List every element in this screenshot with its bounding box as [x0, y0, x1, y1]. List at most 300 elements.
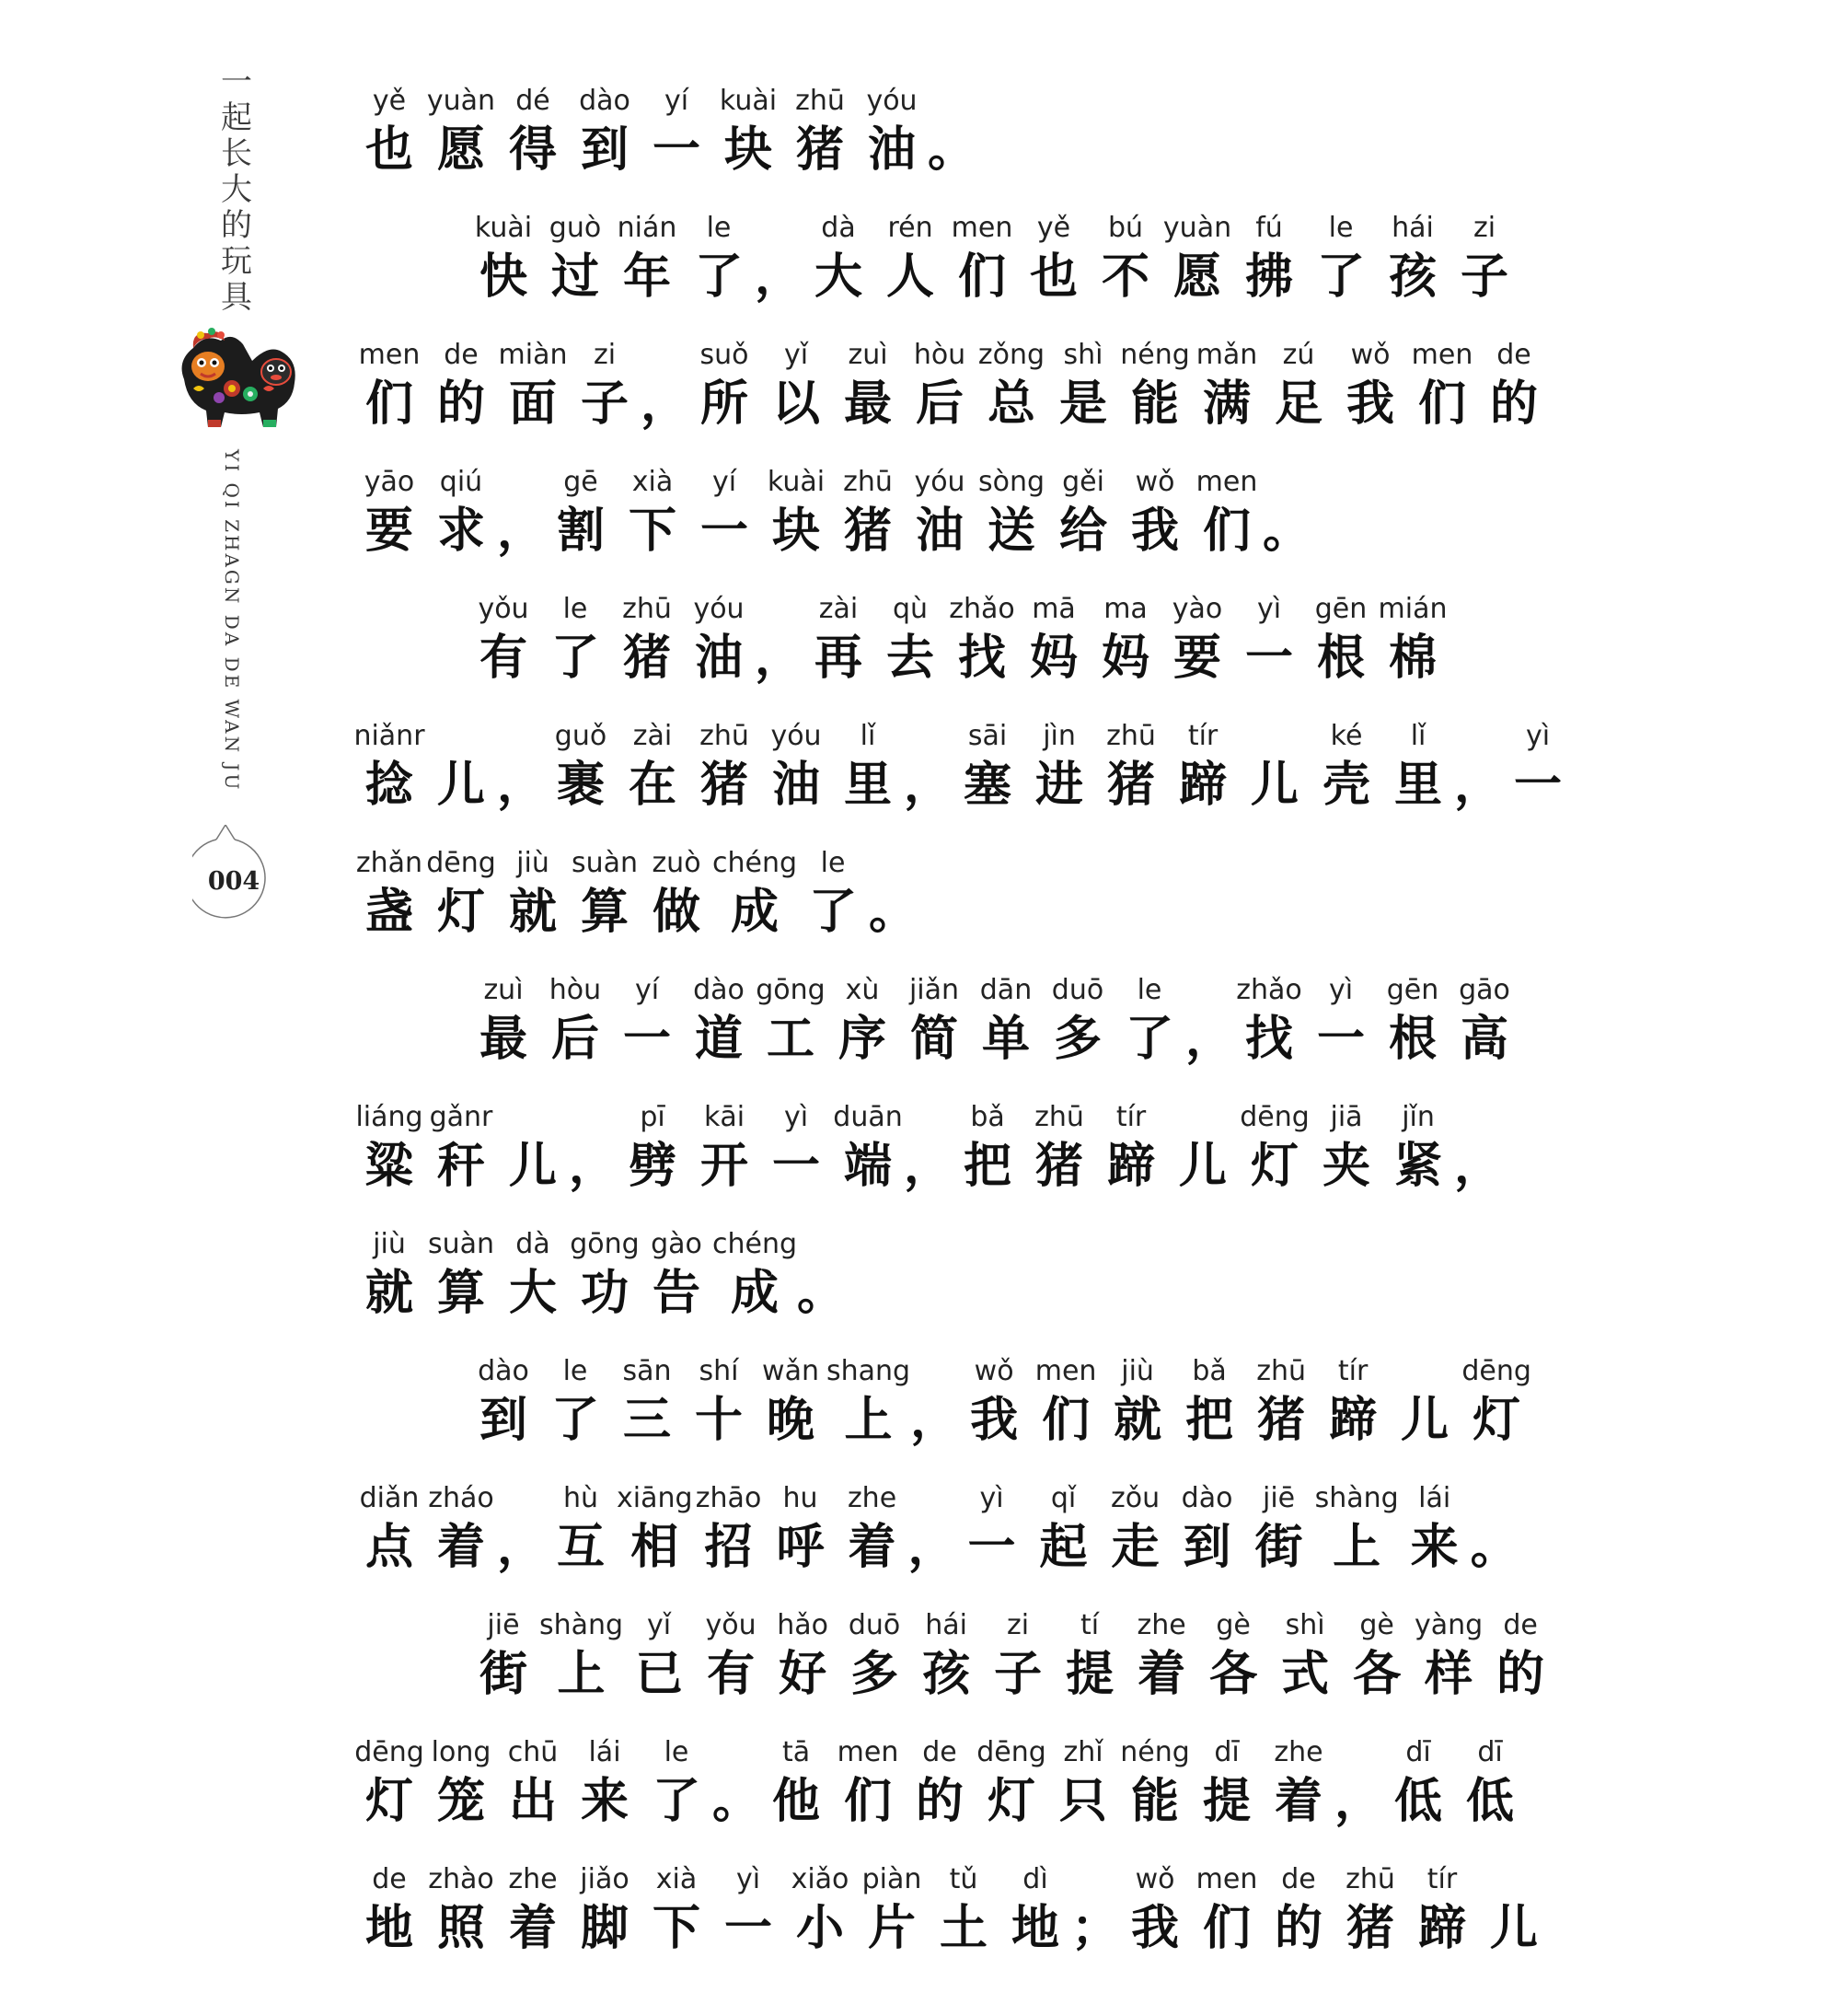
pinyin: le: [820, 847, 846, 879]
text-line: [353, 182, 1509, 309]
pinyin: yě: [372, 85, 407, 117]
hanzi: 土: [939, 1901, 988, 1956]
ruby-character: [1233, 212, 1305, 309]
hanzi: ，: [497, 758, 546, 813]
pinyin: néng: [1120, 339, 1190, 371]
ruby-character: [832, 1736, 904, 1834]
hanzi: 好: [779, 1647, 827, 1702]
ruby-character: [946, 212, 1018, 309]
ruby-character: [832, 720, 904, 817]
pinyin: yóu: [693, 593, 745, 625]
pinyin: zuì: [848, 339, 888, 371]
hanzi: 人: [886, 249, 935, 305]
ruby-character: [826, 974, 898, 1072]
pinyin: wǒ: [1135, 466, 1175, 498]
hanzi: 灯: [1473, 1393, 1521, 1448]
ruby-character: [353, 847, 425, 944]
ruby-character: [688, 1101, 760, 1199]
pinyin: shí: [699, 1355, 739, 1387]
pinyin: shàng: [539, 1609, 624, 1641]
ruby-character: [569, 85, 641, 182]
hanzi: 找: [1245, 1012, 1294, 1067]
hanzi: 式: [1281, 1647, 1330, 1702]
hanzi: 着: [508, 1901, 557, 1956]
ruby-character: [468, 593, 539, 690]
ruby-character: [856, 1863, 928, 1961]
ruby-character: [353, 1482, 425, 1580]
hanzi: 灯: [436, 885, 485, 940]
text-line: [353, 1580, 1545, 1707]
ruby-character: [1119, 1736, 1191, 1834]
ruby-character: [617, 1101, 688, 1199]
text-line: [353, 1072, 1503, 1199]
pinyin: jiǎn: [908, 974, 960, 1006]
pinyin: zǒu: [1111, 1482, 1161, 1514]
hanzi: 端: [844, 1139, 893, 1194]
hanzi: 塞: [964, 758, 1012, 813]
ruby-character: [1341, 1609, 1413, 1707]
hanzi: 样: [1425, 1647, 1473, 1702]
hanzi: 的: [1275, 1901, 1323, 1956]
punctuation: [641, 339, 688, 436]
pinyin: dēng: [426, 847, 496, 879]
punctuation: [869, 847, 917, 944]
hanzi: 们: [1418, 376, 1467, 432]
vertical-title-char: 具: [221, 279, 252, 316]
ruby-character: [1449, 212, 1520, 309]
hanzi: ，: [755, 631, 803, 686]
hanzi: 地: [1011, 1901, 1059, 1956]
ruby-character: [539, 1355, 611, 1453]
hanzi: 能: [1131, 376, 1180, 432]
pinyin: gēn: [1386, 974, 1439, 1006]
pinyin: hu: [782, 1482, 818, 1514]
pinyin: zhū: [795, 85, 845, 117]
pinyin: gǎnr: [429, 1101, 493, 1133]
ruby-character: [1233, 593, 1305, 690]
ruby-character: [784, 85, 856, 182]
ruby-character: [425, 1863, 497, 1961]
hanzi: 壳: [1322, 758, 1371, 813]
ruby-character: [1023, 1101, 1095, 1199]
ruby-character: [1413, 1609, 1484, 1707]
ruby-character: [1233, 974, 1305, 1072]
hanzi: 下: [629, 504, 677, 559]
hanzi: 去: [886, 631, 935, 686]
hanzi: 街: [1254, 1520, 1303, 1575]
vertical-title-char: 玩: [221, 243, 252, 280]
punctuation: [712, 1736, 760, 1834]
hanzi: 低: [1394, 1774, 1443, 1829]
ruby-character: [641, 1863, 712, 1961]
pinyin: ké: [1330, 720, 1363, 752]
pinyin: gēn: [1314, 593, 1368, 625]
ruby-character: [765, 1482, 837, 1580]
hanzi: 满: [1203, 376, 1252, 432]
ruby-character: [976, 339, 1047, 436]
hanzi: 到: [1183, 1520, 1231, 1575]
pinyin: guò: [549, 212, 602, 244]
hanzi: 最: [479, 1012, 527, 1067]
ruby-character: [904, 466, 976, 563]
pinyin: yì: [979, 1482, 1004, 1514]
ruby-character: [425, 85, 497, 182]
pinyin: jiǎo: [580, 1863, 629, 1895]
ruby-character: [1030, 1355, 1102, 1453]
text-line: [353, 436, 1495, 563]
pinyin: zhǐ: [1063, 1736, 1103, 1768]
pinyin: zi: [593, 339, 617, 371]
ruby-character: [1191, 466, 1263, 563]
ruby-character: [712, 1228, 797, 1326]
hanzi: 里: [844, 758, 893, 813]
hanzi: 捻: [364, 758, 413, 813]
hanzi: 上: [1333, 1520, 1381, 1575]
ruby-character: [797, 847, 869, 944]
pinyin: zài: [632, 720, 673, 752]
ruby-character: [468, 974, 539, 1072]
pinyin: qiú: [439, 466, 483, 498]
ruby-character: [999, 1863, 1071, 1961]
pinyin: yí: [634, 974, 660, 1006]
hanzi: 三: [622, 1393, 671, 1448]
ruby-character: [688, 466, 760, 563]
ruby-character: [425, 1482, 497, 1580]
hanzi: 以: [772, 376, 821, 432]
ruby-character: [468, 1609, 539, 1707]
ruby-character: [539, 212, 611, 309]
hanzi: ，: [755, 249, 803, 305]
pinyin: dà: [821, 212, 856, 244]
ruby-character: [539, 1609, 623, 1707]
ruby-character: [1090, 212, 1161, 309]
pinyin: yě: [1036, 212, 1071, 244]
ruby-character: [569, 1863, 641, 1961]
pinyin: liáng: [355, 1101, 423, 1133]
hanzi: 不: [1102, 249, 1150, 305]
pinyin: jìn: [1043, 720, 1076, 752]
pinyin: le: [1137, 974, 1162, 1006]
pinyin: de: [1496, 339, 1531, 371]
hanzi: ，: [1454, 758, 1503, 813]
ruby-character: [1191, 1736, 1263, 1834]
text-line: [353, 563, 1495, 690]
pinyin: yì: [1328, 974, 1354, 1006]
hanzi: 割: [557, 504, 606, 559]
hanzi: 一: [1317, 1012, 1366, 1067]
hanzi: ；: [1071, 1901, 1120, 1956]
vertical-title-char: 的: [221, 207, 252, 244]
pinyin: gěi: [1062, 466, 1104, 498]
hanzi: ，: [497, 1520, 546, 1575]
hanzi: 着: [1275, 1774, 1323, 1829]
hanzi: 们: [1203, 504, 1252, 559]
ruby-character: [904, 1736, 976, 1834]
hanzi: 送: [988, 504, 1036, 559]
pinyin: yǐ: [783, 339, 809, 371]
ruby-character: [1119, 1863, 1191, 1961]
pinyin: le: [562, 593, 588, 625]
pinyin: de: [1503, 1609, 1538, 1641]
ruby-character: [976, 466, 1047, 563]
ruby-character: [569, 1736, 641, 1834]
pinyin: dēng: [1240, 1101, 1310, 1133]
hanzi: 来: [580, 1774, 629, 1829]
hanzi: 上: [844, 1393, 893, 1448]
hanzi: 猪: [844, 504, 893, 559]
pinyin: dēng: [1461, 1355, 1531, 1387]
ruby-character: [468, 1355, 539, 1453]
hanzi: 一: [622, 1012, 671, 1067]
hanzi: 就: [508, 885, 557, 940]
pinyin: tǔ: [949, 1863, 978, 1895]
pinyin: hòu: [549, 974, 602, 1006]
pinyin: dī: [1405, 1736, 1431, 1768]
ruby-character: [1047, 339, 1119, 436]
hanzi: 互: [557, 1520, 606, 1575]
hanzi: ，: [641, 376, 689, 432]
ruby-character: [1197, 1609, 1269, 1707]
hanzi: 儿: [1490, 1901, 1539, 1956]
ruby-character: [1100, 1482, 1172, 1580]
pinyin: le: [706, 212, 732, 244]
hanzi: 劈: [629, 1139, 677, 1194]
punctuation: [1334, 1736, 1382, 1834]
pinyin: men: [1034, 1355, 1097, 1387]
ruby-character: [641, 1228, 712, 1326]
pinyin: chéng: [712, 1228, 798, 1260]
ruby-character: [1191, 1863, 1263, 1961]
pinyin: zháo: [428, 1482, 494, 1514]
ruby-character: [1305, 212, 1377, 309]
hanzi: 儿: [436, 758, 485, 813]
pinyin: gōng: [756, 974, 826, 1006]
pinyin: lái: [1418, 1482, 1451, 1514]
ruby-character: [353, 1736, 425, 1834]
punctuation: [569, 1101, 617, 1199]
ruby-character: [1054, 1609, 1126, 1707]
pinyin: zuì: [483, 974, 524, 1006]
hanzi: 多: [1053, 1012, 1102, 1067]
hanzi: 起: [1039, 1520, 1088, 1575]
vertical-title-char: 大: [221, 171, 252, 208]
hanzi: 。: [928, 122, 976, 178]
ruby-character: [569, 847, 641, 944]
ruby-character: [1263, 1736, 1334, 1834]
ruby-character: [1484, 1609, 1556, 1707]
hanzi: 他: [772, 1774, 821, 1829]
pinyin: de: [922, 1736, 957, 1768]
ruby-character: [425, 1228, 497, 1326]
pinyin: jiù: [1121, 1355, 1154, 1387]
ruby-character: [1334, 339, 1406, 436]
hanzi: 们: [1042, 1393, 1091, 1448]
pinyin: zhǎn: [355, 847, 423, 879]
text-line: [353, 690, 1563, 817]
ruby-character: [712, 847, 797, 944]
hanzi: 一: [1245, 631, 1294, 686]
hanzi: 走: [1111, 1520, 1160, 1575]
hanzi: 块: [772, 504, 821, 559]
hanzi: 把: [964, 1139, 1012, 1194]
pinyin: hái: [925, 1609, 967, 1641]
pinyin: lái: [588, 1736, 621, 1768]
pinyin: de: [444, 339, 479, 371]
ruby-character: [425, 466, 497, 563]
ruby-character: [898, 974, 970, 1072]
hanzi: 脚: [580, 1901, 629, 1956]
pinyin: men: [951, 212, 1013, 244]
hanzi: 面: [508, 376, 557, 432]
pinyin: yǒu: [705, 1609, 757, 1641]
ruby-character: [353, 339, 425, 436]
pinyin: yóu: [914, 466, 965, 498]
ruby-character: [683, 974, 755, 1072]
hanzi: 。: [869, 885, 918, 940]
hanzi: 街: [479, 1647, 527, 1702]
ruby-character: [1263, 1863, 1334, 1961]
pinyin: shì: [1285, 1609, 1325, 1641]
hanzi: 各: [1209, 1647, 1258, 1702]
pinyin: tír: [1337, 1355, 1369, 1387]
ruby-character: [837, 1482, 908, 1580]
hanzi: 灯: [988, 1774, 1036, 1829]
ruby-character: [1315, 1482, 1399, 1580]
hanzi: 一: [967, 1520, 1016, 1575]
ruby-character: [1406, 1863, 1478, 1961]
pinyin: zhū: [843, 466, 893, 498]
page-number: 004: [207, 867, 260, 896]
hanzi: 一: [772, 1139, 821, 1194]
punctuation: [1454, 720, 1502, 817]
ruby-character: [545, 1482, 617, 1580]
hanzi: 功: [580, 1266, 629, 1321]
hanzi: 子: [994, 1647, 1043, 1702]
ruby-character: [1167, 720, 1239, 817]
pinyin: yì: [1256, 593, 1282, 625]
hanzi: 粱: [364, 1139, 413, 1194]
pinyin: jiù: [373, 1228, 406, 1260]
ruby-character: [832, 1101, 904, 1199]
ruby-character: [1126, 1609, 1197, 1707]
punctuation: [1263, 466, 1311, 563]
pinyin: zǒng: [977, 339, 1045, 371]
pinyin: long: [431, 1736, 491, 1768]
punctuation: [1071, 1863, 1119, 1961]
pinyin: hòu: [913, 339, 966, 371]
hanzi: 。: [712, 1774, 761, 1829]
pinyin: gè: [1216, 1609, 1251, 1641]
pinyin: shì: [1063, 339, 1103, 371]
hanzi: 简: [909, 1012, 958, 1067]
ruby-character: [1377, 212, 1449, 309]
pinyin: men: [837, 1736, 899, 1768]
ruby-character: [695, 1609, 767, 1707]
ruby-character: [1018, 593, 1090, 690]
hanzi: 已: [635, 1647, 684, 1702]
ruby-character: [611, 974, 683, 1072]
punctuation: [497, 720, 545, 817]
pinyin: wǒ: [974, 1355, 1014, 1387]
hanzi: ，: [1454, 1139, 1503, 1194]
pinyin: gè: [1359, 1609, 1394, 1641]
ruby-character: [952, 720, 1023, 817]
hanzi: 在: [629, 758, 677, 813]
pinyin: lǐ: [860, 720, 876, 752]
hanzi: 后: [550, 1012, 599, 1067]
pinyin: dī: [1477, 1736, 1503, 1768]
ruby-character: [760, 720, 832, 817]
hanzi: 了: [694, 249, 743, 305]
ruby-character: [952, 1101, 1023, 1199]
ruby-character: [611, 212, 683, 309]
pinyin: dào: [1181, 1482, 1233, 1514]
hanzi: 猪: [1257, 1393, 1306, 1448]
hanzi: 灯: [364, 1774, 413, 1829]
hanzi: 来: [1410, 1520, 1459, 1575]
hanzi: 下: [652, 1901, 700, 1956]
ruby-character: [1119, 339, 1191, 436]
pinyin: niǎnr: [353, 720, 425, 752]
pinyin: néng: [1120, 1736, 1190, 1768]
pinyin: wǒ: [1135, 1863, 1175, 1895]
ruby-character: [569, 339, 641, 436]
ruby-character: [976, 1736, 1047, 1834]
ruby-character: [497, 339, 569, 436]
ruby-character: [353, 85, 425, 182]
punctuation: [908, 1482, 956, 1580]
hanzi: 大: [508, 1266, 557, 1321]
hanzi: ，: [1334, 1774, 1383, 1829]
pinyin: yāo: [364, 466, 415, 498]
pinyin: yuàn: [1162, 212, 1232, 244]
hanzi: 裹: [557, 758, 606, 813]
ruby-character: [1449, 974, 1520, 1072]
ruby-character: [1114, 974, 1185, 1072]
pinyin: bú: [1107, 212, 1144, 244]
hanzi: 。: [797, 1266, 846, 1321]
hanzi: 妈: [1102, 631, 1150, 686]
ruby-character: [425, 339, 497, 436]
ruby-character: [688, 339, 760, 436]
hanzi: 小: [795, 1901, 844, 1956]
vertical-title-char: 起: [221, 99, 252, 136]
hanzi: 十: [694, 1393, 743, 1448]
pinyin: le: [664, 1736, 689, 1768]
pinyin: dé: [515, 85, 550, 117]
ruby-character: [623, 1609, 695, 1707]
pinyin: men: [1411, 339, 1473, 371]
hanzi: 猪: [1107, 758, 1156, 813]
hanzi: 蹄: [1418, 1901, 1467, 1956]
ruby-character: [970, 974, 1042, 1072]
pinyin: xiāng: [617, 1482, 693, 1514]
pinyin: suǒ: [699, 339, 749, 371]
pinyin: zhǎo: [1236, 974, 1302, 1006]
pinyin: zhe: [847, 1482, 897, 1514]
hanzi: 只: [1059, 1774, 1108, 1829]
pinyin: chéng: [712, 847, 798, 879]
pinyin: mā: [1032, 593, 1076, 625]
hanzi: 了: [809, 885, 858, 940]
hanzi: ，: [1185, 1012, 1234, 1067]
hanzi: 根: [1389, 1012, 1438, 1067]
hanzi: 愿: [436, 122, 485, 178]
hanzi: 子: [1461, 249, 1509, 305]
pinyin: hù: [563, 1482, 599, 1514]
hanzi: 根: [1317, 631, 1366, 686]
hanzi: 算: [436, 1266, 485, 1321]
